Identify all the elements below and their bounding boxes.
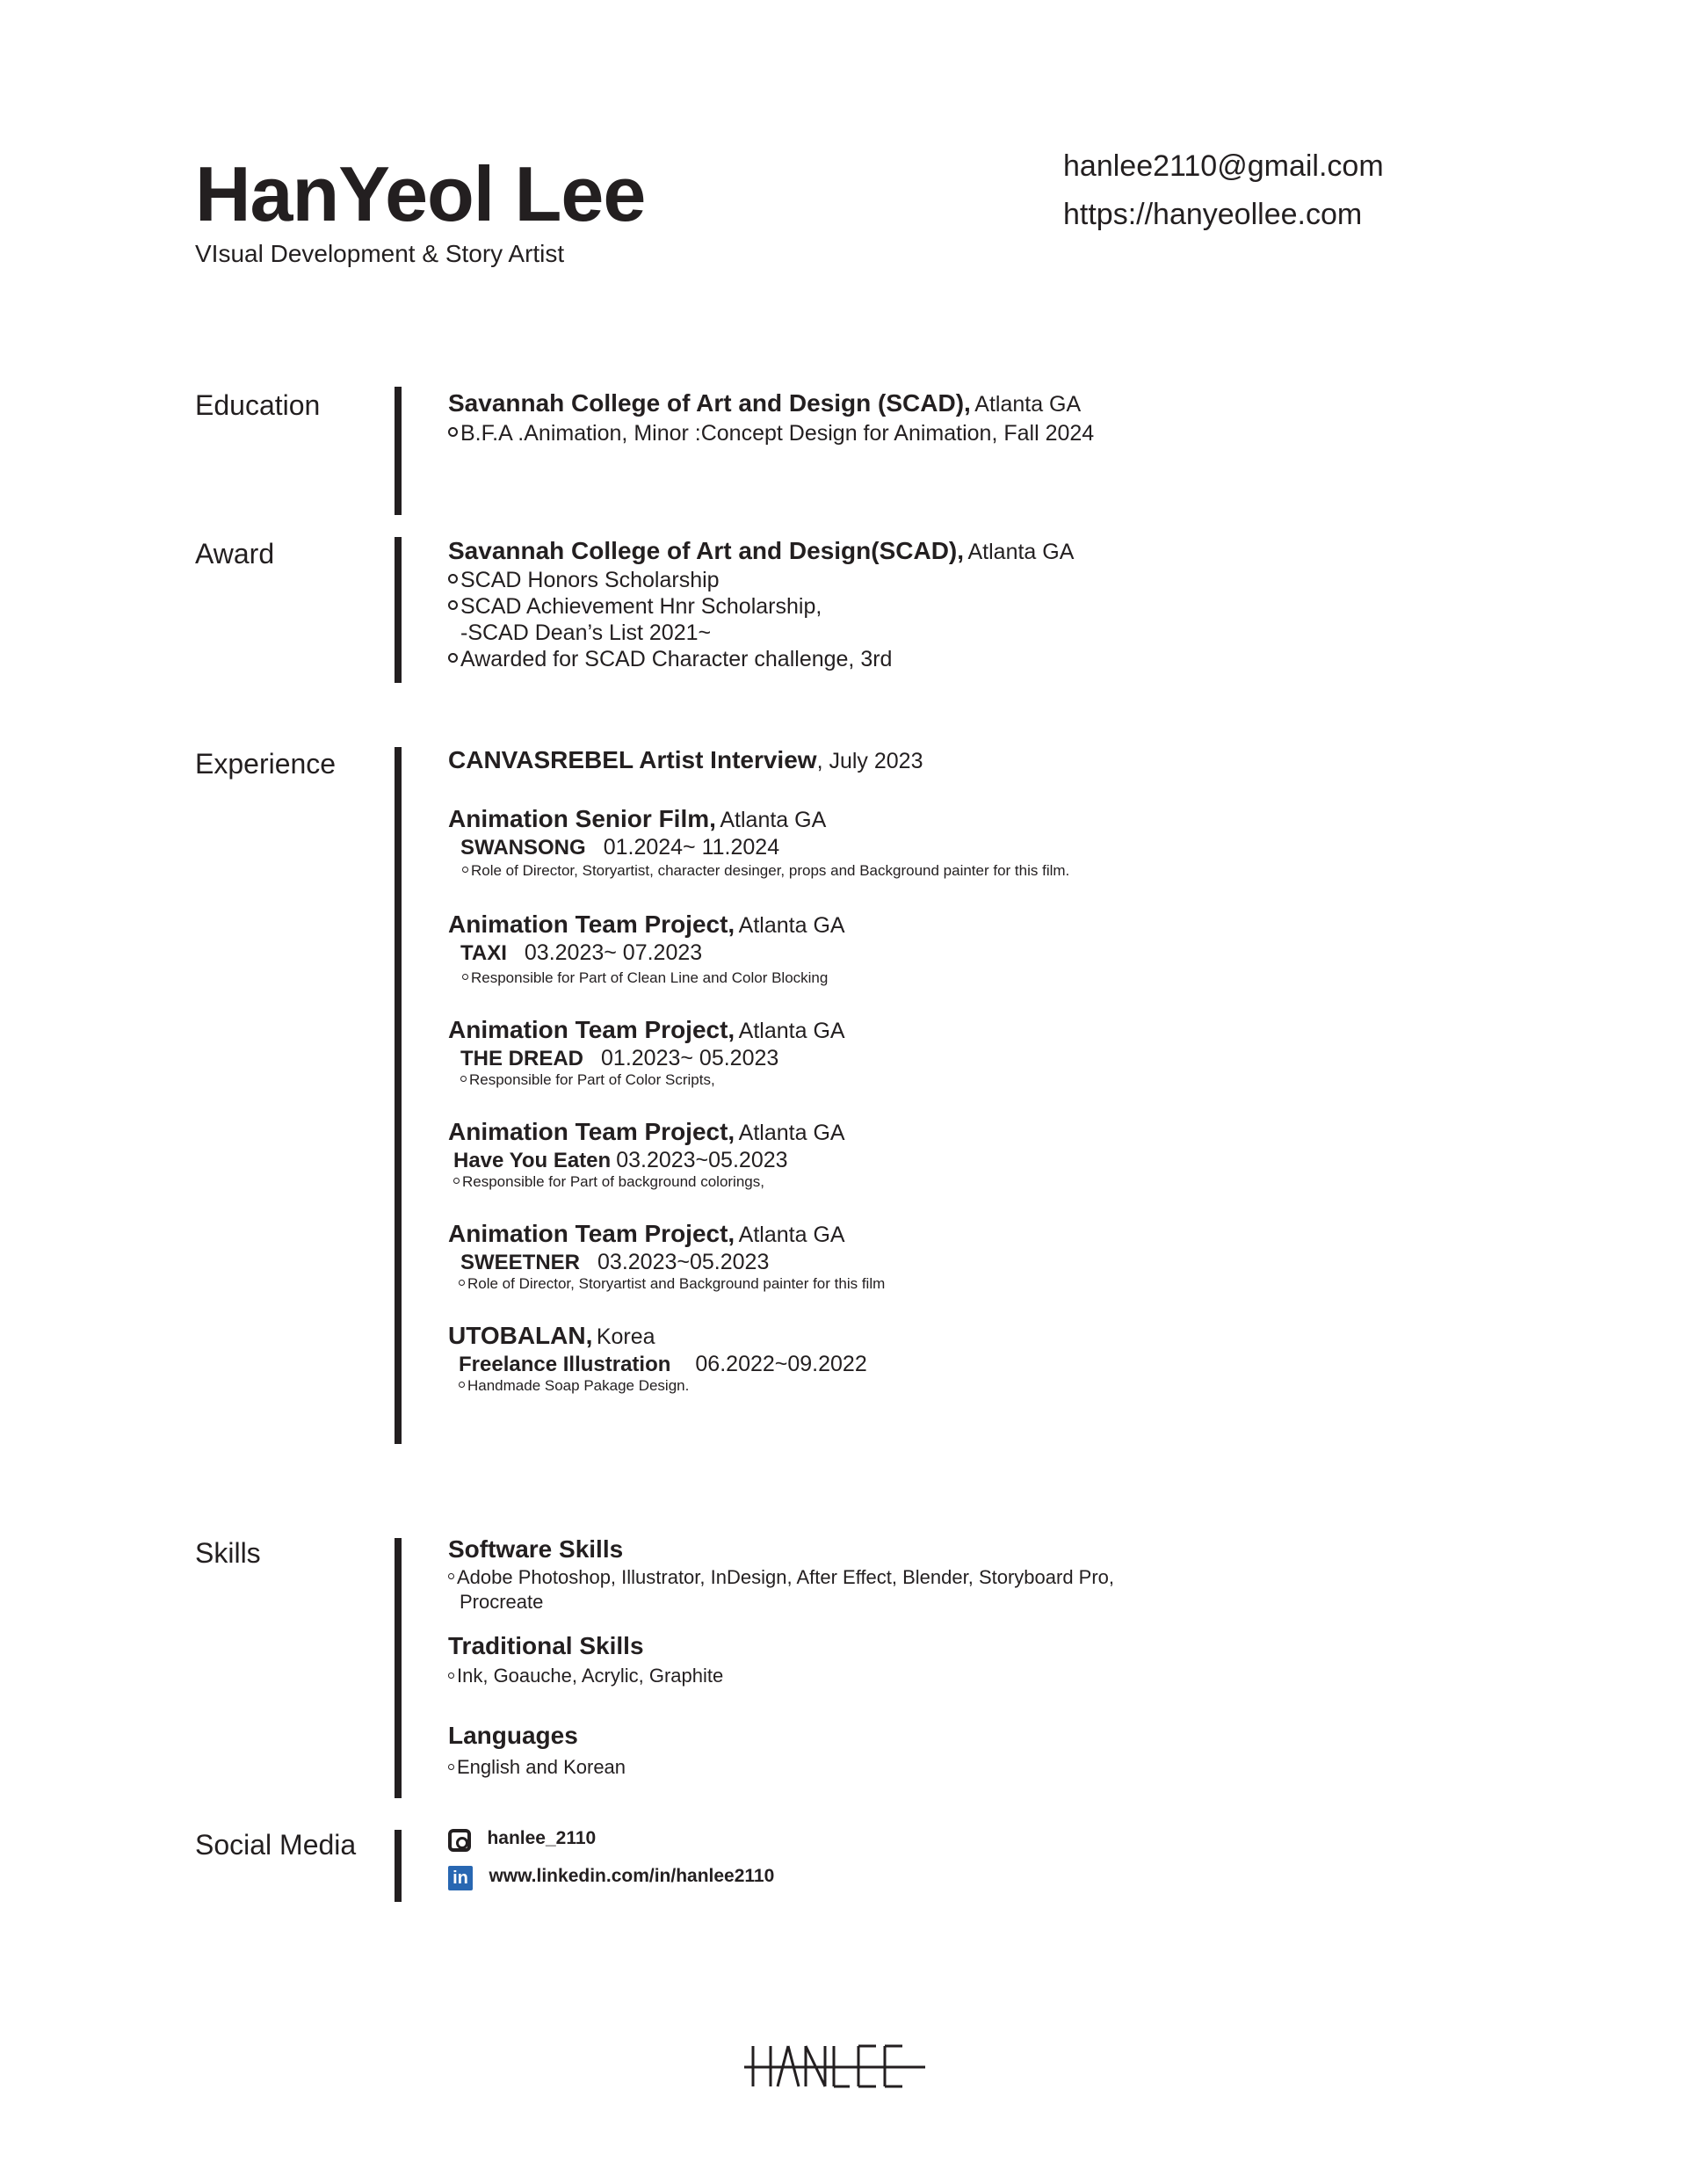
- social-instagram[interactable]: hanlee_2110: [448, 1827, 1634, 1852]
- section-label-experience: Experience: [195, 748, 337, 780]
- website-link[interactable]: https://hanyeollee.com: [1063, 198, 1363, 231]
- section-label-award: Award: [195, 538, 275, 570]
- list-item: Procreate: [460, 1590, 544, 1613]
- interview-entry: CANVASREBEL Artist Interview, July 2023: [448, 746, 923, 773]
- section-label-skills: Skills: [195, 1537, 261, 1569]
- section-label-education: Education: [195, 389, 321, 421]
- experience-entry: Animation Senior Film, Atlanta GA SWANSONG 01.2024~ 11.2024 Role of Director, Storyartist, character desinger, props and Background painter for this film.: [448, 805, 1070, 880]
- education-block: [448, 388, 1634, 446]
- list-item: SCAD Achievement Hnr Scholarship,: [448, 593, 1634, 620]
- list-item: Awarded for SCAD Character challenge, 3rd: [448, 646, 1634, 672]
- experience-entry: UTOBALAN, Korea Freelance Illustration 06.2022~09.2022 Handmade Soap Pakage Design.: [448, 1322, 867, 1395]
- list-item: -SCAD Dean’s List 2021~: [460, 620, 712, 645]
- section-divider: [395, 537, 402, 683]
- software-skills-heading: Software Skills: [448, 1535, 624, 1563]
- languages-heading: Languages: [448, 1722, 578, 1750]
- list-item: English and Korean: [448, 1756, 1634, 1779]
- resume-subtitle: VIsual Development & Story Artist: [195, 240, 565, 267]
- education-institution: Savannah College of Art and Design (SCAD),: [448, 389, 971, 417]
- award-institution: Savannah College of Art and Design(SCAD),: [448, 537, 965, 564]
- list-item: Adobe Photoshop, Illustrator, InDesign, After Effect, Blender, Storyboard Pro,: [448, 1566, 1634, 1589]
- list-item: B.F.A .Animation, Minor :Concept Design for Animation, Fall 2024: [448, 420, 1634, 446]
- traditional-skills-heading: Traditional Skills: [448, 1632, 644, 1660]
- experience-entry: Animation Team Project, Atlanta GA THE DREAD 01.2023~ 05.2023 Responsible for Part of Color Scripts,: [448, 1016, 845, 1089]
- award-location: Atlanta GA: [967, 540, 1075, 564]
- section-divider: [395, 1830, 402, 1902]
- section-divider: [395, 1538, 402, 1798]
- email-link[interactable]: hanlee2110@gmail.com: [1063, 149, 1384, 183]
- list-item: Ink, Goauche, Acrylic, Graphite: [448, 1665, 1634, 1687]
- education-location: Atlanta GA: [974, 392, 1082, 417]
- experience-entry: Animation Team Project, Atlanta GA Have You Eaten 03.2023~05.2023 Responsible for Part of background colorings,: [448, 1118, 845, 1191]
- resume-name: HanYeol Lee: [195, 150, 646, 237]
- section-label-social: Social Media: [195, 1829, 357, 1861]
- experience-entry: Animation Team Project, Atlanta GA SWEETNER 03.2023~05.2023 Role of Director, Storyartist and Background painter for this film: [448, 1220, 886, 1293]
- linkedin-icon[interactable]: in: [448, 1866, 473, 1890]
- instagram-icon[interactable]: [448, 1829, 471, 1852]
- social-linkedin[interactable]: in www.linkedin.com/in/hanlee2110: [448, 1865, 1634, 1890]
- list-item: SCAD Honors Scholarship: [448, 567, 1634, 593]
- section-divider: [395, 747, 402, 1444]
- skills-block: [448, 1535, 1634, 1779]
- hanlee-logo: [742, 2037, 927, 2090]
- experience-entry: Animation Team Project, Atlanta GA TAXI 03.2023~ 07.2023 Responsible for Part of Clean Line and Color Blocking: [448, 911, 845, 987]
- award-block: [448, 536, 1634, 672]
- section-divider: [395, 387, 402, 515]
